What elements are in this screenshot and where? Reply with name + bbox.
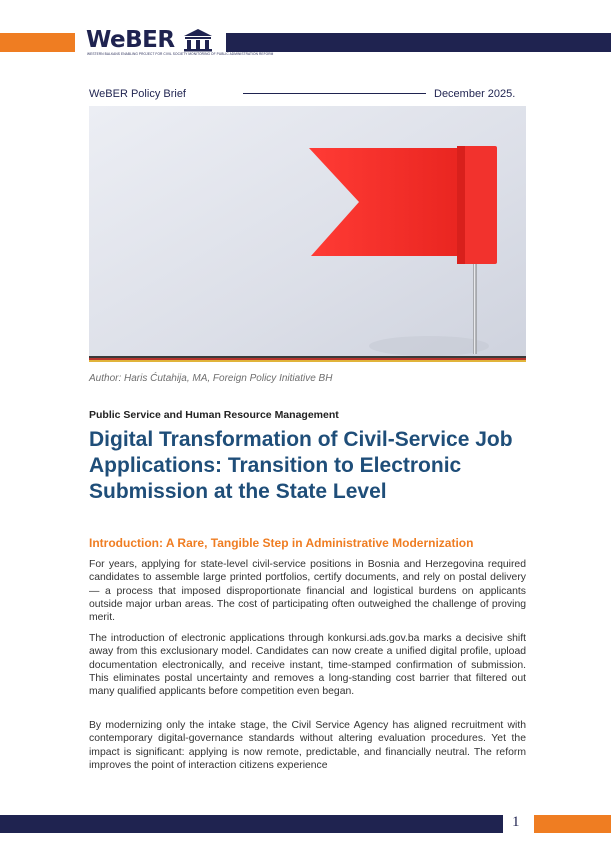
body-paragraph: By modernizing only the intake stage, the Civil Service Agency has aligned recruitment with contemporary digital-governance standards without altering evaluation procedures. Yet the impact is significant: applying is now remote, predictable, and financially neutral. The reform improves the point of interaction citizens experience xyxy=(89,720,526,771)
body-paragraph: For years, applying for state-level civil-service positions in Bosnia and Herzegovina required candidates to assemble large printed portfolios, certify documents, and rely on postal delivery — a process that imposed disproportionate financial and logistical burdens on applicants outside major urban areas. The cost of participating often outweighed the challenge of proving merit. xyxy=(89,559,526,624)
header-orange-bar xyxy=(0,33,75,52)
article-category: Public Service and Human Resource Management xyxy=(89,409,339,421)
red-flag-pin-icon xyxy=(89,106,526,356)
building-icon xyxy=(183,28,213,52)
image-stripe-yellow xyxy=(89,360,526,362)
footer-navy-bar xyxy=(0,815,503,833)
logo-wordmark: WeBER xyxy=(86,27,175,53)
body-paragraph: The introduction of electronic applications through konkursi.ads.gov.ba marks a decisive shift away from this exclusionary model. Candidates can now create a unified digital profile, upload documentation electronically, and receive instant, time-stamped confirmation of submission. This eliminates postal uncertainty and removes a long-standing cost barrier that filtered out many qualified applicants before competition even began. xyxy=(89,633,526,698)
section-heading: Introduction: A Rare, Tangible Step in Administrative Modernization xyxy=(89,536,474,550)
footer-orange-bar xyxy=(534,815,611,833)
header-navy-bar xyxy=(226,33,611,52)
brief-label: WeBER Policy Brief xyxy=(89,88,186,100)
author-credit: Author: Haris Ćutahija, MA, Foreign Policy Initiative BH xyxy=(89,373,333,384)
header-divider xyxy=(243,93,426,94)
weber-logo xyxy=(86,26,274,60)
article-title: Digital Transformation of Civil-Service Job Applications: Transition to Electronic Submission at the State Level xyxy=(89,428,513,503)
hero-image xyxy=(89,106,526,356)
brief-date: December 2025. xyxy=(434,88,516,100)
page-number: 1 xyxy=(512,814,520,830)
logo-tagline: WESTERN BALKANS ENABLING PROJECT FOR CIVIL SOCIETY MONITORING OF PUBLIC ADMINISTRATION REFORM xyxy=(87,52,274,56)
